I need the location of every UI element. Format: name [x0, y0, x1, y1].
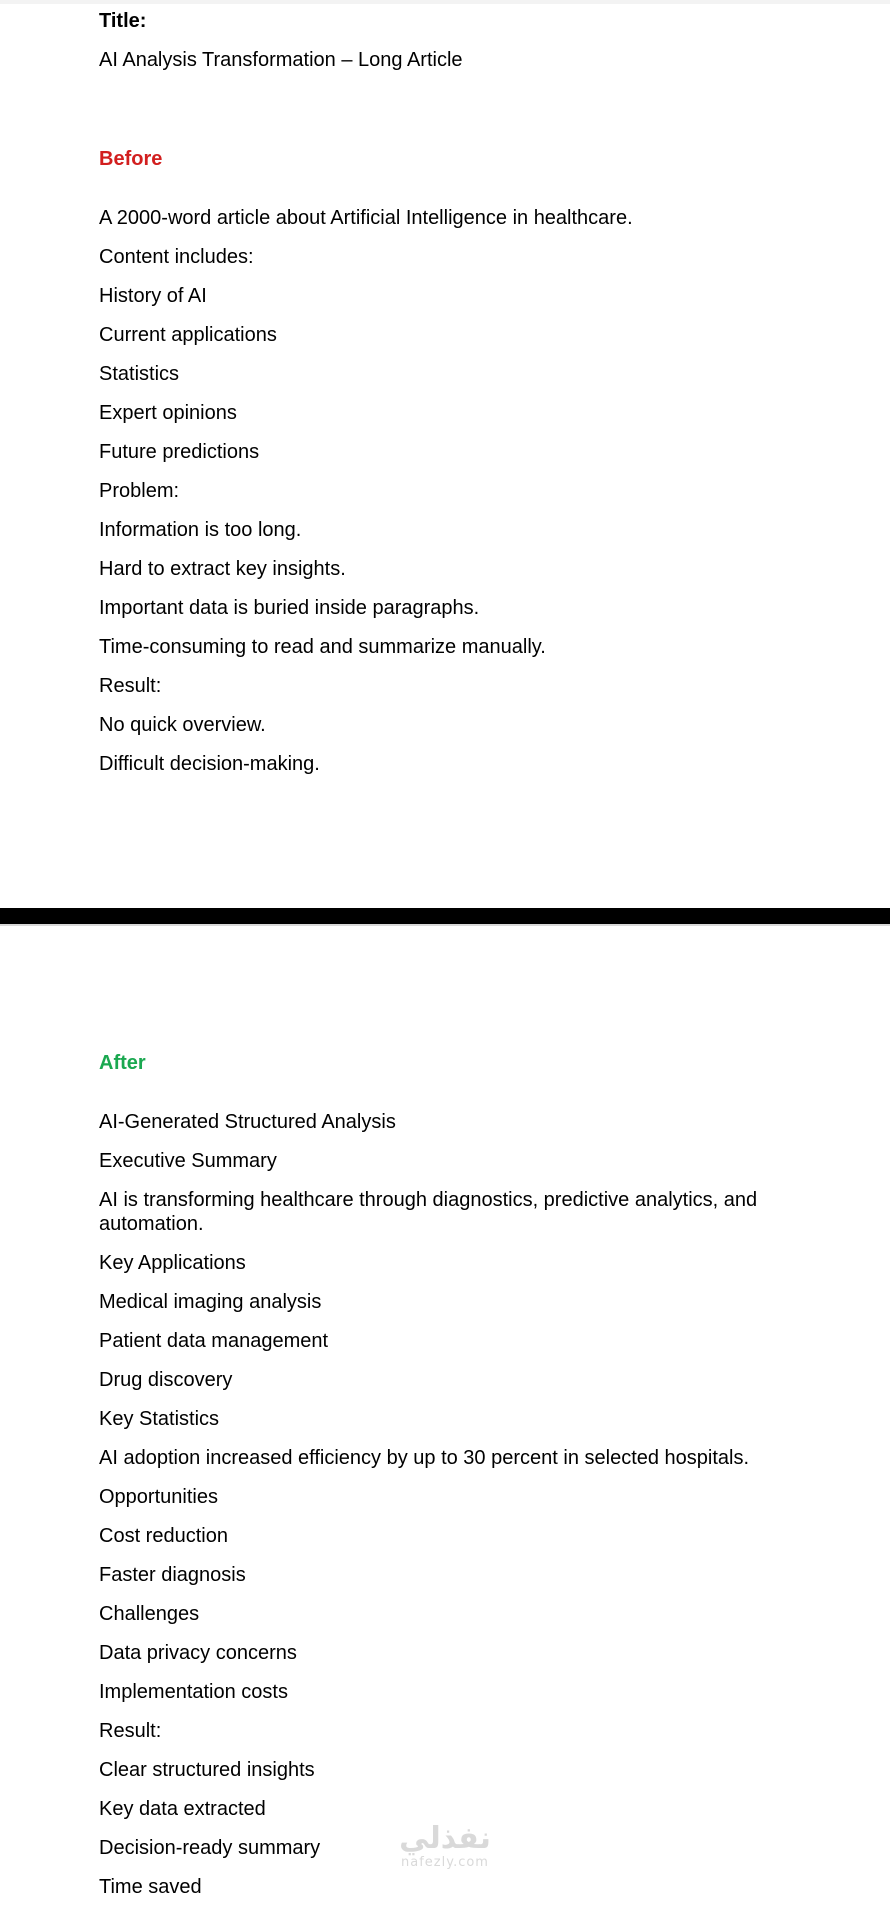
spacer [99, 87, 799, 127]
after-line: Data privacy concerns [99, 1642, 297, 1664]
after-line: Faster diagnosis [99, 1564, 246, 1586]
after-line: AI-Generated Structured Analysis [99, 1111, 396, 1133]
document-page-after [0, 926, 890, 1898]
before-line: Content includes: [99, 246, 254, 268]
after-line: AI adoption increased efficiency by up to 30 percent in selected hospitals. [99, 1447, 750, 1469]
after-line: Implementation costs [99, 1681, 288, 1703]
before-line: A 2000-word article about Artificial Intelligence in healthcare. [99, 207, 633, 229]
before-line: Information is too long. [99, 519, 302, 541]
after-line: Patient data management [99, 1330, 329, 1352]
after-line: AI is transforming healthcare through diagnostics, predictive analytics, and automation. [99, 1189, 758, 1235]
before-line: Future predictions [99, 441, 260, 463]
after-heading: After [99, 1052, 146, 1074]
before-line: Problem: [99, 480, 180, 502]
title-label: Title: [99, 10, 147, 32]
before-line: No quick overview. [99, 714, 266, 736]
before-line: Hard to extract key insights. [99, 558, 346, 580]
after-line: Medical imaging analysis [99, 1291, 322, 1313]
watermark-logo [390, 1822, 500, 1876]
after-line: Clear structured insights [99, 1759, 315, 1781]
after-content [99, 1031, 799, 1914]
page-separator [0, 908, 890, 926]
after-line: Challenges [99, 1603, 200, 1625]
after-line: Drug discovery [99, 1369, 233, 1391]
before-line: Time-consuming to read and summarize manually. [99, 636, 546, 658]
after-line: Executive Summary [99, 1150, 277, 1172]
after-line: Cost reduction [99, 1525, 228, 1547]
before-heading: Before [99, 148, 163, 170]
after-line: Key Statistics [99, 1408, 220, 1430]
title-text: AI Analysis Transformation – Long Article [99, 49, 463, 71]
before-line: Important data is buried inside paragraphs. [99, 597, 480, 619]
before-line: Current applications [99, 324, 277, 346]
after-line: Opportunities [99, 1486, 218, 1508]
before-line: Difficult decision-making. [99, 753, 320, 775]
after-line: Time saved [99, 1876, 202, 1898]
before-line: Statistics [99, 363, 180, 385]
before-line: Expert opinions [99, 402, 237, 424]
before-line: History of AI [99, 285, 207, 307]
watermark-url: nafezly.com [401, 1855, 489, 1870]
after-line: Key Applications [99, 1252, 246, 1274]
watermark-logo-text: نفذلي [399, 1821, 491, 1856]
after-line: Key data extracted [99, 1798, 266, 1820]
document-page-before [0, 0, 890, 908]
after-line: Decision-ready summary [99, 1837, 321, 1859]
before-line: Result: [99, 675, 162, 697]
after-line: Result: [99, 1720, 162, 1742]
before-content [99, 9, 799, 791]
